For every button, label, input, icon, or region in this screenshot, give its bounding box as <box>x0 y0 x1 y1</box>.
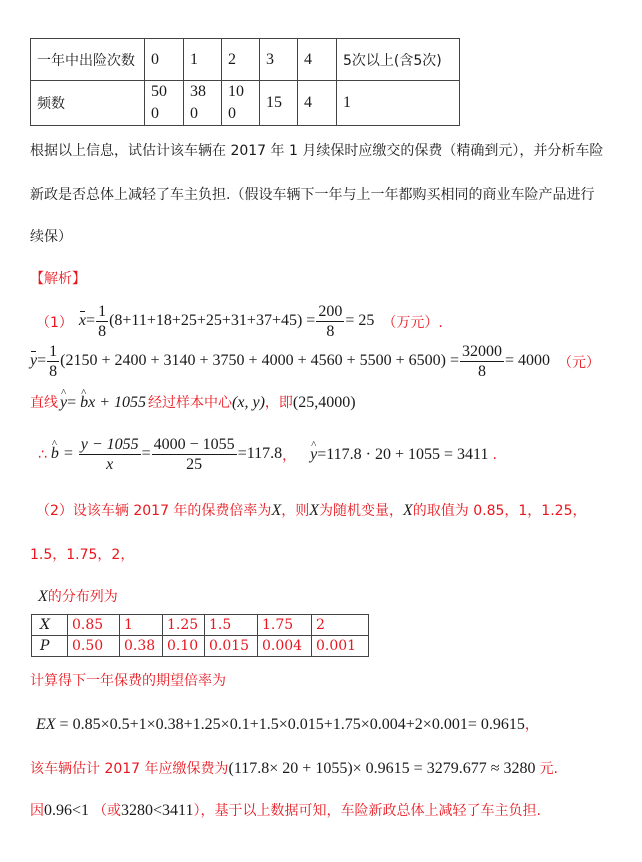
equals: = <box>67 394 81 411</box>
inequality: 0.96<1 <box>44 802 90 819</box>
b-hat-computation: ∴ ^ b = $\frac{y - 1055}{x}$ = $\frac{4000 - 1055}{25}$ =117.8 ， ^ y=117.8 · 20 + 1055 = 3411 . <box>38 435 497 474</box>
table-cell: 1.5 <box>205 615 258 636</box>
claims-frequency-table <box>30 38 460 126</box>
denominator: 8 <box>477 363 486 380</box>
text: （2）设该车辆 2017 年的保费倍率为 <box>36 503 272 519</box>
question-line-1: 根据以上信息，试估计该车辆在 2017 年 1 月续保时应缴交的保费（精确到元），并分析车险 <box>30 143 604 159</box>
table-row <box>31 81 460 126</box>
fraction <box>47 342 59 381</box>
table-cell: 0.015 <box>205 636 258 657</box>
text: 为随机变量， <box>319 503 403 519</box>
text: ，则 <box>281 503 310 519</box>
row-header-x: X <box>32 615 68 636</box>
ex-expression: = 0.85×0.5+1×0.38+1.25×0.1+1.5×0.015+1.75×0.004+2×0.001= 0.9615 <box>55 716 525 733</box>
distribution-label <box>38 586 118 606</box>
part2-line-1 <box>36 500 586 520</box>
unit: 元. <box>539 761 558 777</box>
ybar-symbol: y <box>30 352 38 370</box>
denominator: 8 <box>326 323 335 340</box>
numerator: 1 <box>49 343 58 360</box>
cell-line: 10 <box>228 83 244 100</box>
center-value: (25,4000) <box>292 394 356 411</box>
fee-expression: (117.8× 20 + 1055)× 0.9615 = 3279.677 ≈ 3280 <box>228 760 536 777</box>
cell-line: 38 <box>190 83 206 100</box>
numerator: 4000 − 1055 <box>153 436 235 453</box>
denominator: 25 <box>186 456 203 473</box>
expectation-text: 计算得下一年保费的期望倍率为 <box>30 673 226 689</box>
text: （或 <box>93 803 122 819</box>
ex-symbol: EX <box>36 716 56 733</box>
sum-expression: (8+11+18+25+25+31+37+45) = <box>109 312 316 330</box>
ybar-equation <box>30 342 600 381</box>
table-cell <box>222 81 260 126</box>
xbar-equation <box>36 302 443 341</box>
fraction <box>79 435 141 474</box>
part1-label: （1） <box>36 314 73 331</box>
numerator: y − 1055 <box>80 436 139 453</box>
unit: （万元）. <box>382 314 443 331</box>
distribution-table <box>31 614 369 657</box>
table-cell <box>184 81 222 126</box>
var-x: X <box>403 502 413 519</box>
table-cell: 1.25 <box>163 615 205 636</box>
analysis-heading: 【解析】 <box>30 271 86 287</box>
b-hat: ^ b <box>80 394 88 412</box>
denominator: 8 <box>98 323 107 340</box>
fee-estimate <box>30 758 558 778</box>
fraction <box>316 302 344 341</box>
table-cell: 0.004 <box>258 636 312 657</box>
numerator: 200 <box>318 303 343 320</box>
equals: = <box>86 312 96 330</box>
result: = 25 <box>345 312 375 330</box>
y-hat: ^ y <box>310 446 317 464</box>
inequality: 3280<3411 <box>121 802 194 819</box>
denominator: 8 <box>49 363 58 380</box>
expectation-equation <box>36 714 539 734</box>
text: 因 <box>30 803 44 819</box>
table-cell: 0.001 <box>312 636 369 657</box>
result: = 4000 <box>504 352 551 370</box>
table-cell: 5次以上(含5次) <box>337 39 460 81</box>
text: 该车辆估计 2017 年应缴保费为 <box>30 761 229 777</box>
cell-line: 0 <box>151 105 159 122</box>
numerator: 32000 <box>461 343 502 360</box>
table-cell: 0.38 <box>120 636 163 657</box>
text: 经过样本中心 <box>148 395 233 411</box>
table-cell: 1 <box>120 615 163 636</box>
text: ），基于以上数据可知，车险新政总体上减轻了车主负担. <box>193 803 541 819</box>
table-cell: 4 <box>298 39 337 81</box>
table-row <box>32 636 369 657</box>
text: 的取值为 0.85，1，1.25， <box>412 503 587 519</box>
cell-line: 0 <box>228 105 236 122</box>
result: =117.8 <box>237 445 283 463</box>
table-cell: 3 <box>260 39 298 81</box>
part2-line-2: 1.5，1.75，2， <box>30 547 135 563</box>
row-header-frequency: 频数 <box>31 81 145 126</box>
text: 的分布列为 <box>47 589 118 605</box>
table-cell: 1 <box>184 39 222 81</box>
table-cell: 0.50 <box>68 636 120 657</box>
conclusion <box>30 800 541 820</box>
question-line-3: 续保） <box>30 229 72 245</box>
numerator: 1 <box>98 303 107 320</box>
sum-expression: (2150 + 2400 + 3140 + 3750 + 4000 + 4560 + 5500 + 6500) = <box>60 352 459 370</box>
equals: = <box>37 352 47 370</box>
fraction <box>96 302 108 341</box>
unit: （元） <box>558 354 601 371</box>
table-cell: 1 <box>337 81 460 126</box>
period: . <box>492 446 497 463</box>
table-cell: 0.10 <box>163 636 205 657</box>
y-hat-calc: =117.8 · 20 + 1055 = 3411 <box>317 445 489 463</box>
comma: ， <box>524 717 539 733</box>
table-cell: 0.85 <box>68 615 120 636</box>
line-expression: x + 1055 <box>88 394 147 411</box>
table-cell: 2 <box>222 39 260 81</box>
therefore-symbol: ∴ <box>38 446 47 463</box>
table-cell: 4 <box>298 81 337 126</box>
b-hat-lhs: ^ b = <box>51 445 74 463</box>
regression-line-statement <box>30 392 356 412</box>
sample-center: (x, y) <box>232 394 265 411</box>
fraction <box>152 435 237 474</box>
var-x: X <box>38 588 48 605</box>
table-cell <box>145 81 184 126</box>
text: ，即 <box>264 395 293 411</box>
denominator: x <box>106 456 114 473</box>
table-cell: 2 <box>312 615 369 636</box>
table-cell: 15 <box>260 81 298 126</box>
xbar-symbol: x <box>78 312 87 330</box>
var-x: X <box>309 502 319 519</box>
fraction <box>460 342 504 381</box>
row-header-claims: 一年中出险次数 <box>31 39 145 81</box>
cell-line: 50 <box>151 83 167 100</box>
row-header-p: P <box>32 636 68 657</box>
table-row <box>32 615 369 636</box>
comma: ， <box>282 447 297 464</box>
table-cell: 1.75 <box>258 615 312 636</box>
cell-line: 0 <box>190 105 198 122</box>
question-line-2: 新政是否总体上减轻了车主负担.（假设车辆下一年与上一年都购买相同的商业车险产品进行 <box>30 187 595 203</box>
y-hat: ^ y <box>60 394 67 412</box>
text: 直线 <box>30 395 58 411</box>
var-x: X <box>271 502 282 519</box>
table-row <box>31 39 460 81</box>
table-cell: 0 <box>145 39 184 81</box>
